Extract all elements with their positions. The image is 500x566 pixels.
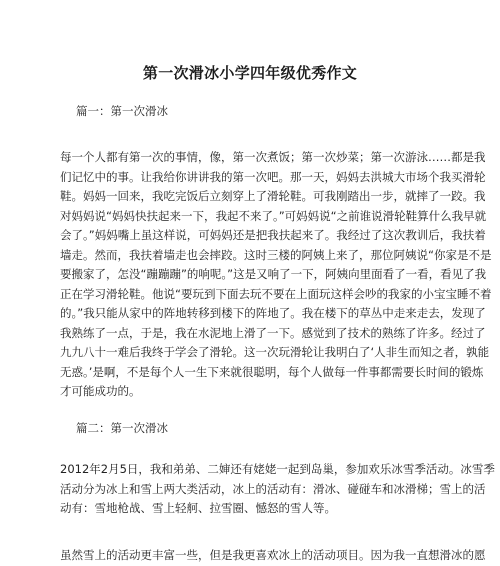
section-heading-2: 篇二：第一次滑冰 <box>76 421 168 435</box>
text-line: 无惑。’是啊，不是每个人一生下来就很聪明，每个人做每一件事都需要长时间的锻炼 <box>60 364 484 379</box>
text-line: 正在学习滑轮鞋。他说“要玩到下面去玩不要在上面玩这样会吵的我家的小宝宝睡不着 <box>60 286 492 301</box>
text-line: 的。”我只能从家中的阵地转移到楼下的阵地了。我在楼下的草丛中走来走去，发现了 <box>60 306 486 320</box>
paragraph-3 <box>60 546 486 566</box>
text-line: 才可能成功的。 <box>60 384 141 398</box>
document-title: 第一次滑冰小学四年级优秀作文 <box>142 64 358 82</box>
text-line: 每一个人都有第一次的事情，像，第一次煮饭；第一次炒菜；第一次游泳……都是我 <box>60 150 486 164</box>
text-line: 会了。”妈妈嘴上虽这样说，可妈妈还是把我扶起来了。我经过了这次教训后，我扶着 <box>60 228 486 242</box>
text-line: 们记忆中的事。让我给你讲讲我的第一次吧。那一天，妈妈去洪城大市场个我买滑轮 <box>60 169 486 184</box>
text-line: 2012年2月5日，我和弟弟、二婶还有姥姥一起到岛巢，参加欢乐冰雪季活动。冰雪季 <box>60 462 495 476</box>
section-heading-1: 篇一：第一次滑冰 <box>76 104 168 118</box>
text-line: 要搬家了，怎没“蹦蹦蹦”的响呢。”这是又响了一下，阿姨向里面看了一看，看见了我 <box>60 267 487 281</box>
text-line: 我熟练了一点，于是，我在水泥地上滑了一下。感觉到了技术的熟练了许多。经过了 <box>60 325 486 340</box>
text-line: 活动分为冰上和雪上两大类活动，冰上的活动有：滑冰、碰碰车和冰滑梯；雪上的活 <box>60 481 486 496</box>
paragraph-2 <box>60 460 495 519</box>
text-line: 九九八十一难后我终于学会了滑轮。这一次玩滑轮让我明白了‘人非生而知之者，孰能 <box>60 345 490 359</box>
text-line: 对妈妈说“妈妈快扶起来一下，我起不来了。”可妈妈说“之前谁说滑轮鞋算什么我早就 <box>60 208 487 223</box>
text-line: 鞋。妈妈一回来，我吃完饭后立刻穿上了滑轮鞋。可我刚踏出一步，就摔了一跤。我 <box>60 189 486 203</box>
text-line: 动有：雪地枪战、雪上轻舸、拉雪圈、憾怒的雪人等。 <box>60 501 336 515</box>
paragraph-1 <box>60 148 492 402</box>
text-line: 虽然雪上的活动更丰富一些，但是我更喜欢冰上的活动项目。因为我一直想滑冰的愿 <box>60 548 486 562</box>
text-line: 墙走。然而，我扶着墙走也会摔跤。这时三楼的阿姨上来了，那位阿姨说“你家是不是 <box>60 247 492 262</box>
